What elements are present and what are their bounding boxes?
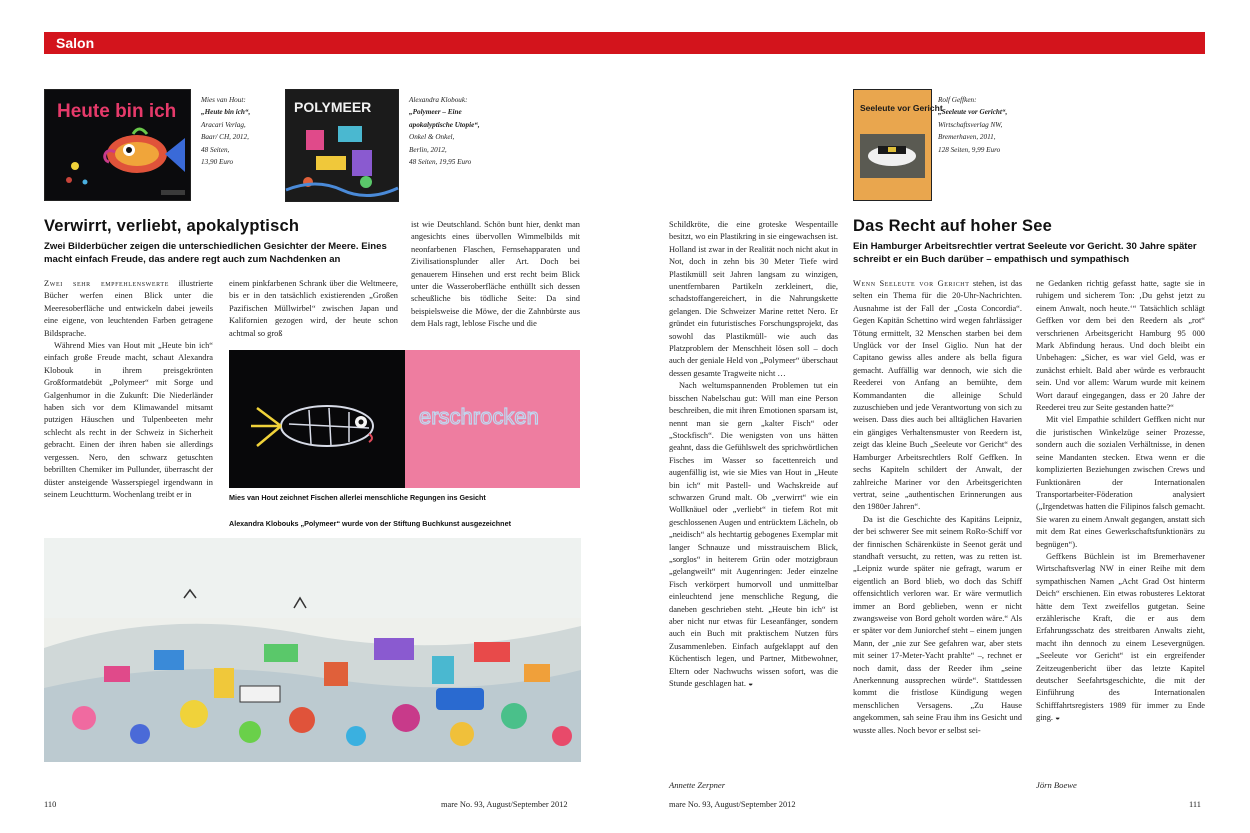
book-place-year: Berlin, 2012, (409, 145, 447, 154)
cover-title: POLYMEER (294, 99, 372, 115)
left-column-3 (411, 219, 580, 345)
book-publisher: Aracari Verlag, (201, 120, 246, 129)
footer-right: mare No. 93, August/September 2012 (669, 800, 796, 809)
book-info-1 (201, 94, 281, 168)
erschrocken-panel (405, 350, 580, 488)
book-author: Mies van Hout: (201, 96, 246, 104)
seeleute-cover-art (854, 90, 943, 200)
left-headline: Verwirrt, verliebt, apokalyptisch (44, 217, 300, 235)
right-column-1 (669, 219, 838, 767)
cover-title: Seeleute vor Gericht (860, 103, 943, 113)
polymeer-spread-image (44, 538, 581, 762)
paragraph: Da ist die Geschichte des Kapitäns Leipniz, der bei schwerer See mit seinem RoRo-Schiff vor der finnischen Schärenküste in Seenot gerät und standhaft versucht, zu retten, was zu retten ist. „Leipniz wurde später nie gefragt, warum er eigentlich an Bord blieb, wo doch das Schiff offensichtlich verloren war. Er wäre vermutlich immer an Bord geblieben, wenn er nicht zwangsweise von Bord geholt worden wäre.“ Als er später vor dem Juniorchef steht – einem jungen Mann, der „nie zur See gefahren war, aber stets mit seiner 17-Meter-Yacht prahlte“ –, rechnet er noch damit, dass der Reeder ihm „seine Anerkennung aussprechen würde“. Stattdessen kommt die fristlose Kündigung wegen menschlichen Versagens. „Zu Hause angekommen, sah seine Frau ihm ins Gesicht und wusste alles. Noch bevor er selbst sei- (853, 514, 1022, 735)
right-column-2 (853, 278, 1022, 767)
lead-in: Zwei sehr empfehlenswerte (44, 279, 169, 288)
book-pages-price: 48 Seiten, 19,95 Euro (409, 158, 472, 167)
book-cover-seeleute (853, 89, 943, 201)
book-author: Alexandra Klobouk: (409, 96, 468, 104)
book-place-year: Baar/ CH, 2012, (201, 133, 249, 142)
book-author: Rolf Geffken: (938, 96, 977, 104)
paragraph: Zwei sehr empfehlenswerte illustrierte Bücher werfen einen Blick unter die Meeresoberfläche und entwickeln dabei jeweils eine eigene, von leuchtenden Farben getragene Bildsprache. (44, 279, 213, 338)
book-publisher: Onkel & Onkel, (409, 133, 455, 142)
right-dek: Ein Hamburger Arbeitsrechtler vertrat Seeleute vor Gericht. 30 Jahre später schreibt er ein Buch darüber – empathisch und sympathisch (853, 241, 1197, 265)
right-column-3 (1036, 278, 1205, 767)
book-title: „Seeleute vor Gericht“, (938, 108, 1008, 117)
polymeer-cover-art (286, 90, 398, 201)
left-column-1 (44, 278, 213, 534)
book-cover-polymeer (285, 89, 399, 202)
image-caption-1: Mies van Hout zeichnet Fischen allerlei menschliche Regungen ins Gesicht (229, 493, 486, 502)
page-number-left: 110 (44, 800, 57, 809)
section-label: Salon (56, 35, 95, 51)
paragraph: Mit viel Empathie schildert Geffken nicht nur die juristischen Winkelzüge seiner Prozesse, sondern auch die sozialen Verhältnisse, in denen seine Mandanten stecken. Etwa wenn er die komplizierten Beziehungen zwischen Crews und Funktionären der Internationalen Transportarbeiter-Föderation analysiert („Irgendetwas hatten die Filipinos falsch gemacht. Sie waren zu einem Anwalt gegangen, anstatt sich mit dem Rat eines Gewerkschaftsfunktionärs zu begnügen“). (1036, 415, 1205, 549)
book-title: „Heute bin ich“, (201, 108, 251, 117)
left-column-2 (229, 278, 398, 342)
erschrocken-lettering (405, 350, 580, 488)
author-signature-2: Jörn Boewe (1036, 780, 1077, 790)
book-publisher: Wirtschaftsverlag NW, (938, 120, 1003, 129)
right-headline: Das Recht auf hoher See (853, 217, 1052, 235)
scared-fish-drawing (229, 350, 405, 488)
book-price: 13,90 Euro (201, 158, 234, 167)
paragraph: ist wie Deutschland. Schön bunt hier, denkt man angesichts eines übervollen Wimmelbilds mit neonfarbenen Flaschen, Fernsehapparaten und Zivilisationsplunder aller Art. Doch bei genauerem Hinsehen und erst recht beim Blick unter die Wasseroberfläche enthüllt sich dessen scheußliche bis tödliche Seite: Da sind beispielsweise die Möwe, der die Zahnbürste aus dem Hals ragt, leblose Fische und die (411, 220, 580, 329)
fish-spread-image (229, 350, 405, 488)
book-pages: 48 Seiten, (201, 145, 230, 154)
book-info-3 (938, 94, 1038, 156)
paragraph: Wenn Seeleute vor Gericht stehen, ist das selten ein Thema für die 20-Uhr-Nachrichten. Ausnahme ist der Fall der „Costa Concordia“. Gegen Kapitän Schettino wird wegen fahrlässiger Tötung ermittelt, 32 Menschen starben bei dem Unglück vor der Insel Giglio. Nun hat der Capitano gewiss alles andere als bella figura gemacht. Auffällig war dennoch, wie sich die Reederei von Anfang an bemühte, dem Kommandanten die alleinige Schuld zuzuschieben und jede Verantwortung von sich zu weisen. Dass dies auch bei alltäglichen Havarien ein gängiges Verhaltensmuster von Reedern ist, zeigt das kleine Buch „Seeleute vor Gericht“ des Hamburger Arbeitsrechtlers Rolf Geffken. In sechs Kapiteln schildert der Anwalt, der zahlreiche Mariner vor den Arbeitsgerichten vertrat, seine „authentischen Erinnerungen aus den 1980er Jahren“. (853, 279, 1022, 512)
page-number-right: 111 (1189, 800, 1201, 809)
book-place-year: Bremerhaven, 2011, (938, 133, 996, 142)
author-signature-1: Annette Zerpner (669, 780, 726, 790)
paragraph: ne Gedanken richtig gefasst hatte, sagte sie in ruhigem und sicherem Ton: ‚Du gehst jetzt zu einem Anwalt, noch heute.‘“ Tatsächlich schlägt Geffken vor dem bei den Reedern als „rot“ verschrienen Arbeitsgericht Hamburg 95 000 Mark Abfindung heraus. Und doch bleibt ein Unbehagen: „Sicher, es war viel Geld, was er zunächst erhielt. Bald aber würde es verbraucht sein. Und vor allem: Warum wurde mit keinem Wort darauf eingegangen, dass er 20 Jahre der Reederei treu zur Seite gestanden hatte?“ (1036, 279, 1205, 413)
book-info-2 (409, 94, 509, 168)
book-title: „Polymeer – Eine (409, 108, 462, 117)
paragraph: Geffkens Büchlein ist im Bremerhavener Wirtschaftsverlag NW in einer Reihe mit dem sympathischen Namen „Acht Grad Ost hinterm Deich“ erschienen. Ein etwas robusteres Lektorat hätte dem Text zweifellos gutgetan. Seine erzählerische Kraft, die er aus dem Erfahrungsschatz des streitbaren Anwalts zieht, macht ihn dennoch zu einem Lesevergnügen. „Seeleute vor Gericht“ ist ein ergreifender Zeitzeugenbericht über das letzte Kapitel deutscher Seefahrtsgeschichte, die mit der Einführung des Internationalen Schifffahrtsregisters 1989 für immer zu Ende ging. ◒ (1036, 551, 1205, 723)
paragraph: Schildkröte, die eine groteske Wespentaille besitzt, wo ein Plastikring in sie eingewachsen ist. Holland ist zwar in der Realität noch nicht akut in Not, doch in zehn bis 30 Meter Tiefe wird Plastikmüll seit Jahren langsam zu winzigen, unentfernbaren Partikeln zerkleinert, die, schadstoffangereichert, in die Nahrungskette gelangen. Die Schweizer Marine rettet Nero. Er gründet ein futuristisches Forschungsprojekt, das sowohl das Plastikmüll- wie auch das Platzproblem der Menschheit lösen soll – doch auch der geniale Held von „Polymeer“ überschaut dessen gesamte Tragweite nicht … (669, 220, 838, 378)
plastic-waste-illustration (44, 538, 581, 762)
footer-left: mare No. 93, August/September 2012 (441, 800, 568, 809)
book-title-cont: apokalyptische Utopie“, (409, 120, 480, 129)
paragraph: Nach weltumspannenden Problemen tut ein bisschen Nabelschau gut: Will man eine Person beschreiben, die mit ihren Emotionen sparsam ist, nennt man sie gern „kalter Fisch“ oder „Stockfisch“. Die wenigsten von uns hätten geahnt, dass die Gefühlswelt des sprichwörtlichen Fisches im Wasser so facettenreich und augenfällig ist, wie sie Mies van Hout in „Heute bin ich“ mit Pastell- und Wachskreide auf schwarzen Grund malt. Ob „verwirrt“ wie ein Wollknäuel oder „verliebt“ in tiefem Rot mit geschlossenen Augen und entrücktem Lächeln, ob „neidisch“ als hechtartig gebogenes Exemplar mit langer Schnauze und misstrauischem Blick, „sorglos“ in heiterem Grün oder motzigbraun „gelangweilt“ mit Augenringen: Jeder einzelne Fisch verkörpert humorvoll und unmittelbar einleuchtend jene menschliche Regung, die daneben geschrieben steht. „Heute bin ich“ ist aber nicht nur etwas für Leseanfänger, sondern auch ein Buch mit praktischem Nutzen fürs Zusammenleben. Einfach aufgeklappt auf den Küchentisch legen, und Partner, Mitbewohner, Eltern oder Nachwuchs wissen sofort, was die Stunde geschlagen hat. ◒ (669, 381, 838, 689)
cover-title: Heute bin ich (57, 101, 177, 122)
image-caption-2: Alexandra Klobouks „Polymeer“ wurde von der Stiftung Buchkunst ausgezeichnet (229, 519, 511, 528)
book-cover-heute-bin-ich (44, 89, 191, 201)
image-word: erschrocken (419, 404, 539, 429)
paragraph: einem pinkfarbenen Schrank über die Weltmeere, bis er in den tatsächlich existierenden „Großen Pazifischen Müllwirbel“ zwischen Japan und Kalifornien gezogen wird, der heute schon achtmal so groß (229, 279, 398, 338)
section-banner (44, 32, 1205, 54)
book-pages-price: 128 Seiten, 9,99 Euro (938, 145, 1001, 154)
lead-in: Wenn Seeleute vor Gericht (853, 279, 970, 288)
left-dek: Zwei Bilderbücher zeigen die unterschiedlichen Gesichter der Meere. Eines macht einfach Freude, das andere regt auch zum Nachdenken an (44, 241, 387, 265)
paragraph: Während Mies van Hout mit „Heute bin ich“ einfach große Freude macht, schaut Alexandra Klobouk in ihrem preisgekrönten Großformatdebüt „Polymeer“ mit Sorge und Galgenhumor in die Zukunft: Die Niederländer haben sich vor dem Klimawandel mitsamt putzigen Häuschen und Tulpenbeeten mehr schlecht als recht in der Schweiz in Sicherheit gebracht. Einen der ihren haben sie allerdings vergessen. Nero, den schwarz getuschten bebrillten Chemiker im Pullunder, überrascht der düster ansteigende Wasserspiegel irgendwann in seinem Leuchtturm. Wochenlang treibt er in (44, 341, 213, 499)
fish-illustration (45, 90, 190, 200)
